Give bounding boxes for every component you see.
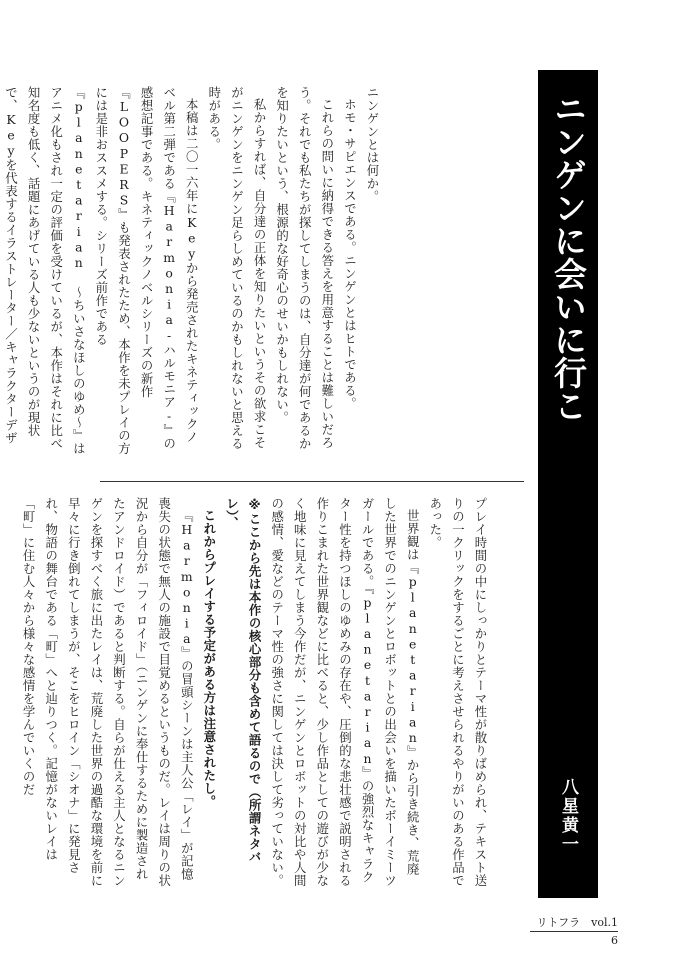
page-number: 6 xyxy=(611,934,618,947)
paragraph: ホモ・サピエンスである。ニンゲンとはヒトである。 xyxy=(342,98,358,411)
spoiler-warning-line-2: これからプレイする予定がある方は注意されたし。 xyxy=(201,509,217,809)
paragraph: ニンゲンとは何か。 xyxy=(365,86,380,203)
paragraph: 私からすれば、自分達の正体を知りたいというその欲求こそがニンゲンをニンゲン足らしめているのかもしれないと思える時がある。 xyxy=(206,86,268,450)
paragraph: 『Harmonia』の冒頭シーンは主人公「レイ」が記憶喪失の状態で無人の施設で目覚めるというものだ。レイは周りの状況から自分が「フィロイド」（ニンゲンに奉仕するために製造されたアンドロイド）であると判断する。自らが仕える主人となるニンゲンを探すべく旅に出たレイは、荒廃した世界の過酷な環境を前に早々に行き倒れてしまうが、そこをヒロイン「シオナ」に発見され、物語の舞台である「町」へと辿りつく。記憶がないレイは「町」に住む人々から様々な感情を学んでいくのだ xyxy=(21,497,195,887)
article-author: 八星黄一 xyxy=(558,778,578,854)
footer-rule xyxy=(530,931,618,932)
magazine-name: リトフラ vol.1 xyxy=(536,916,618,929)
upper-text-block xyxy=(3,86,383,456)
paragraph: これらの問いに納得できる答えを用意することは難しいだろう。それでも私たちが探してしまうのは、自分達が何であるかを知りたいという、根源的な好奇心のせいかもしれない。 xyxy=(274,86,335,450)
spoiler-warning-line-1: ※ここから先は本作の核心部分も含めて語るので（所謂ネタバレ）、 xyxy=(224,497,263,864)
lower-text-block xyxy=(21,497,491,887)
section-divider xyxy=(100,481,524,482)
paragraph: 世界観は『planetarian』から引き続き、荒廃した世界でのニンゲンとロボットとの出会いを描いたボーイミーツガールである。『planetarian』の強烈なキャラクター性を持つほしのゆめみの存在や、圧倒的な悲壮感で説明される作りこまれた世界観などに比べると、少し作品としての遊びが少なく地味に見えてしまう今作だが、ニンゲンとロボットの対比や人間の感情、愛などのテーマ性の強さに関しては決して劣っていない。 xyxy=(269,497,421,887)
paragraph: 本稿は二〇一六年にKeyから発売されたキネティックノベル第二弾である『Harmonia-ハルモニア-』の感想記事である。キネティックノベルシリーズの新作『LOOPERS』も発表されたため、本作を未プレイの方には是非おススメする。シリーズ前作である『planetarian ～ちいさなほしのゆめ～』はアニメ化もされ一定の評価を受けているが、本作はそれに比べ知名度も低く、話題にあげている人も少ないというのが現状で、Keyを代表するイラストレーター／キャラクターデザ xyxy=(3,86,200,456)
paragraph: プレイ時間の中にしっかりとテーマ性が散りばめられ、テキスト送りの一クリックをするごとに考えさせられるやりがいのある作品であった。 xyxy=(427,497,488,887)
article-title: ニンゲンに会いに行こう。 xyxy=(489,92,588,422)
title-bar xyxy=(489,70,598,898)
